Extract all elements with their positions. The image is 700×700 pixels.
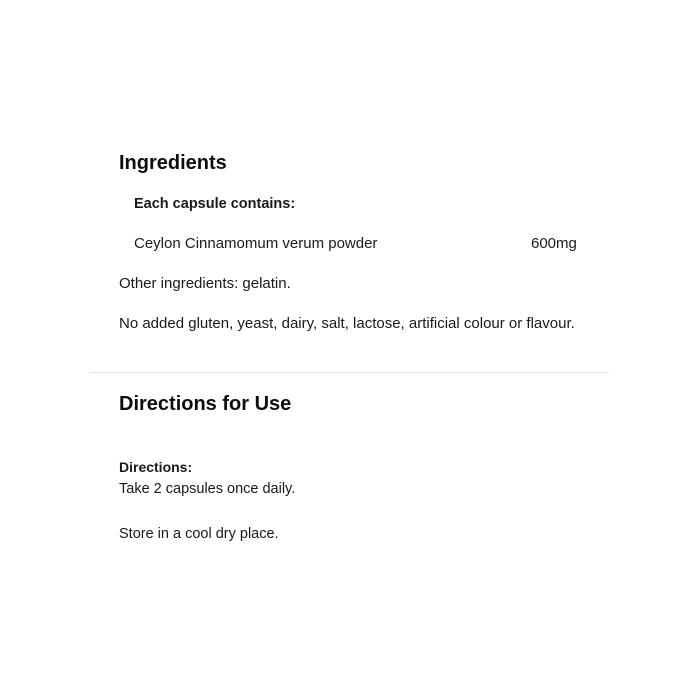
ingredients-heading: Ingredients — [119, 152, 227, 174]
ingredient-name: Ceylon Cinnamomum verum powder — [134, 235, 378, 252]
directions-heading: Directions for Use — [119, 393, 292, 415]
capsule-contents-label: Each capsule contains: — [134, 196, 296, 212]
ingredient-amount: 600mg — [531, 235, 577, 252]
other-ingredients-text: Other ingredients: gelatin. — [119, 275, 291, 292]
storage-text: Store in a cool dry place. — [119, 526, 279, 542]
section-divider — [90, 372, 609, 373]
directions-label: Directions: — [119, 459, 193, 475]
free-from-text: No added gluten, yeast, dairy, salt, lactose, artificial colour or flavour. — [119, 315, 575, 332]
directions-text: Take 2 capsules once daily. — [119, 481, 296, 497]
